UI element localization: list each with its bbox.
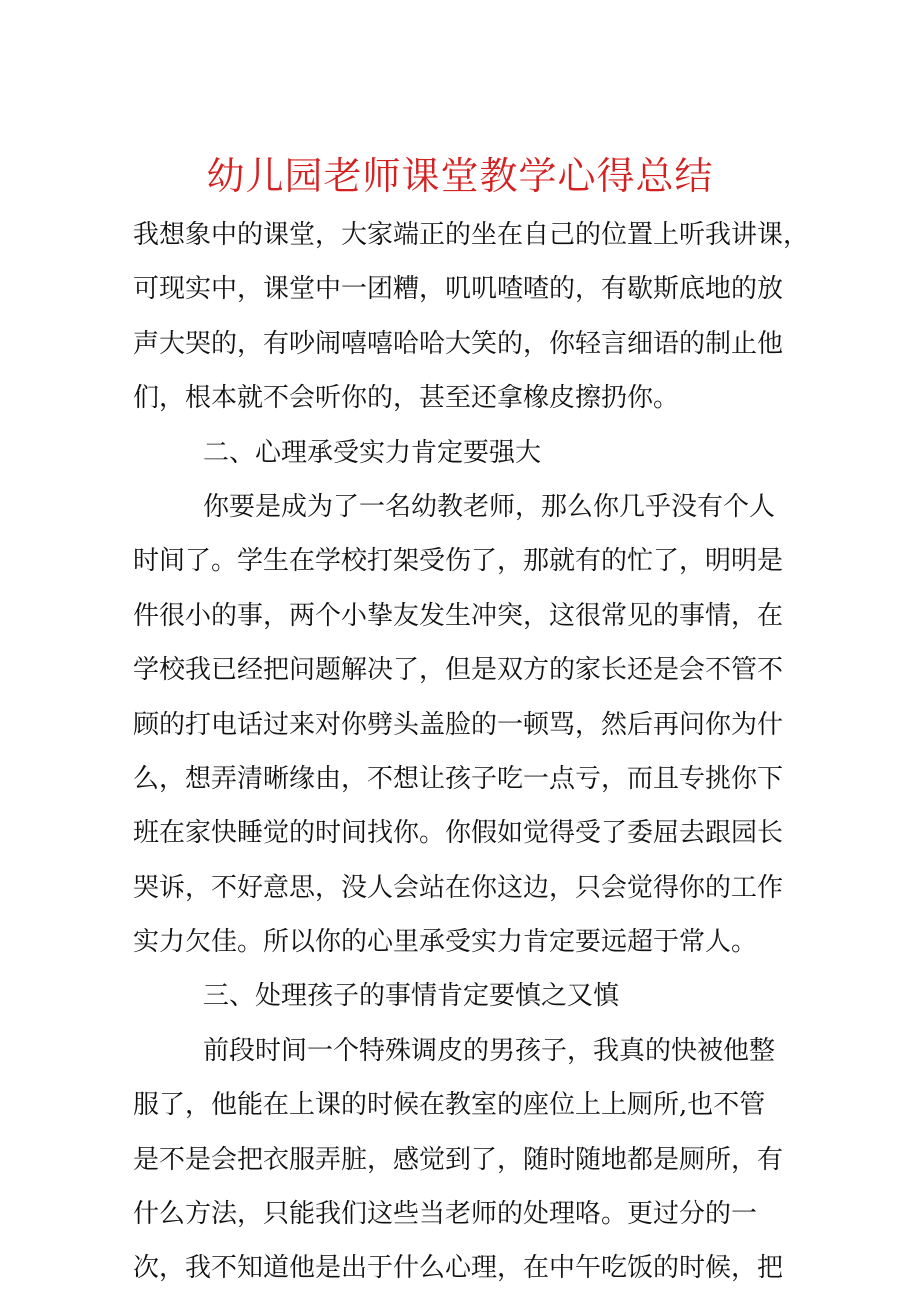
text-line: 实力欠佳。所以你的心里承受实力肯定要远超于常人。 xyxy=(133,927,758,958)
text-line: 声大哭的，有吵闹嘻嘻哈哈大笑的，你轻言细语的制止他 xyxy=(133,328,784,359)
text-line: 学校我已经把问题解决了，但是双方的家长还是会不管不 xyxy=(133,655,784,686)
text-line: 们，根本就不会听你的，甚至还拿橡皮擦扔你。 xyxy=(133,383,680,414)
text-line: 么，想弄清晰缘由，不想让孩子吃一点亏，而且专挑你下 xyxy=(133,763,784,794)
text-line: 时间了。学生在学校打架受伤了，那就有的忙了，明明是 xyxy=(133,546,784,577)
text-line: 哭诉，不好意思，没人会站在你这边，只会觉得你的工作 xyxy=(133,872,784,903)
text-line: 我想象中的课堂，大家端正的坐在自己的位置上听我讲课， xyxy=(133,220,810,250)
page-title: 幼儿园老师课堂教学心得总结 xyxy=(206,154,714,198)
text-line: 可现实中，课堂中一团糟，叽叽喳喳的，有歇斯底地的放 xyxy=(133,274,784,305)
text-line: 三、处理孩子的事情肯定要慎之又慎 xyxy=(203,981,620,1012)
text-line: 你要是成为了一名幼教老师，那么你几乎没有个人 xyxy=(203,491,776,522)
document-body xyxy=(133,208,810,1296)
text-line: 前段时间一个特殊调皮的男孩子，我真的快被他整 xyxy=(203,1035,776,1066)
text-line: 服了，他能在上课的时候在教室的座位上上厕所,也不管 xyxy=(133,1090,766,1121)
text-line: 次，我不知道他是出于什么心理，在中午吃饭的时候，把 xyxy=(133,1253,784,1284)
text-line: 顾的打电话过来对你劈头盖脸的一顿骂，然后再问你为什 xyxy=(133,709,784,740)
text-line: 件很小的事，两个小挚友发生冲突，这很常见的事情，在 xyxy=(133,600,784,631)
text-line: 班在家快睡觉的时间找你。你假如觉得受了委屈去跟园长 xyxy=(133,818,784,849)
text-line: 什么方法，只能我们这些当老师的处理咯。更过分的一 xyxy=(133,1199,758,1230)
text-line: 是不是会把衣服弄脏，感觉到了，随时随地都是厕所，有 xyxy=(133,1144,784,1175)
text-line: 二、心理承受实力肯定要强大 xyxy=(203,437,542,468)
